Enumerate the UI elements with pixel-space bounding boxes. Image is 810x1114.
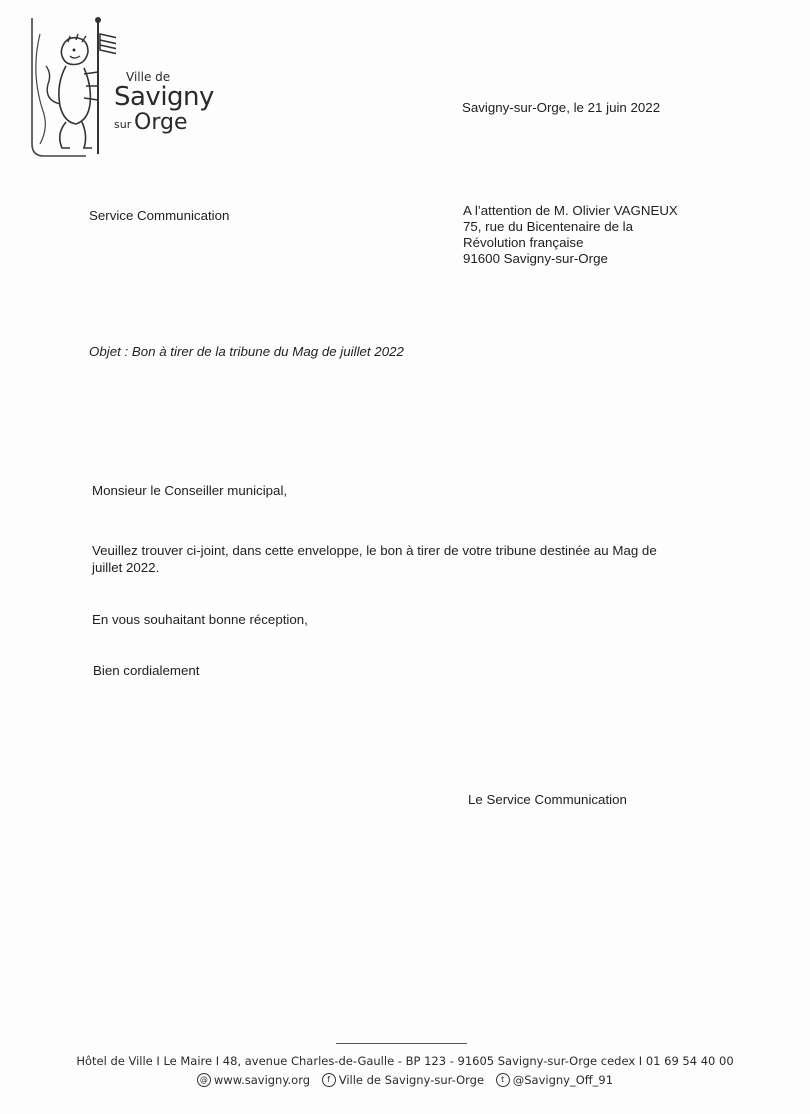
body-line: juillet 2022. bbox=[92, 560, 160, 575]
footer-twitter-label: @Savigny_Off_91 bbox=[512, 1073, 614, 1087]
letter-body bbox=[92, 543, 732, 577]
globe-icon: @ bbox=[197, 1073, 211, 1087]
facebook-icon: f bbox=[322, 1073, 336, 1087]
footer-website[interactable] bbox=[197, 1073, 310, 1087]
footer-links bbox=[0, 1071, 810, 1087]
footer-divider bbox=[336, 1043, 467, 1044]
letter-salutation: Monsieur le Conseiller municipal, bbox=[92, 483, 288, 498]
footer-website-label: www.savigny.org bbox=[213, 1073, 311, 1087]
letter-signature: Le Service Communication bbox=[468, 792, 627, 807]
recipient-address bbox=[463, 203, 678, 267]
footer-address: Hôtel de Ville I Le Maire I 48, avenue Charles-de-Gaulle - BP 123 - 91605 Savigny-sur-Orge cedex I 01 69 54 40 00 bbox=[76, 1054, 734, 1068]
recipient-line: 91600 Savigny-sur-Orge bbox=[463, 251, 608, 266]
recipient-line: A l’attention de M. Olivier VAGNEUX bbox=[463, 203, 678, 218]
body-line: Veuillez trouver ci-joint, dans cette enveloppe, le bon à tirer de votre tribune destinée au Mag de bbox=[92, 543, 657, 558]
footer-facebook-label: Ville de Savigny-sur-Orge bbox=[338, 1073, 485, 1087]
twitter-icon: t bbox=[496, 1073, 510, 1087]
footer-facebook[interactable] bbox=[322, 1073, 484, 1087]
lion-crest-icon bbox=[26, 14, 116, 162]
letter-subject: Objet : Bon à tirer de la tribune du Mag de juillet 2022 bbox=[89, 344, 404, 359]
letter-reception: En vous souhaitant bonne réception, bbox=[92, 612, 308, 627]
letter-closing: Bien cordialement bbox=[93, 663, 200, 678]
logo-ville-de: Ville de bbox=[126, 70, 171, 84]
sender-service: Service Communication bbox=[89, 208, 230, 223]
letter-date: Savigny-sur-Orge, le 21 juin 2022 bbox=[462, 100, 661, 115]
logo-savigny: Savigny bbox=[114, 82, 214, 112]
recipient-line: 75, rue du Bicentenaire de la bbox=[463, 219, 634, 234]
city-logo bbox=[26, 14, 214, 162]
footer-twitter[interactable] bbox=[496, 1073, 613, 1087]
logo-orge: Orge bbox=[134, 110, 188, 135]
logo-sur: sur bbox=[114, 118, 132, 131]
recipient-line: Révolution française bbox=[463, 235, 584, 250]
